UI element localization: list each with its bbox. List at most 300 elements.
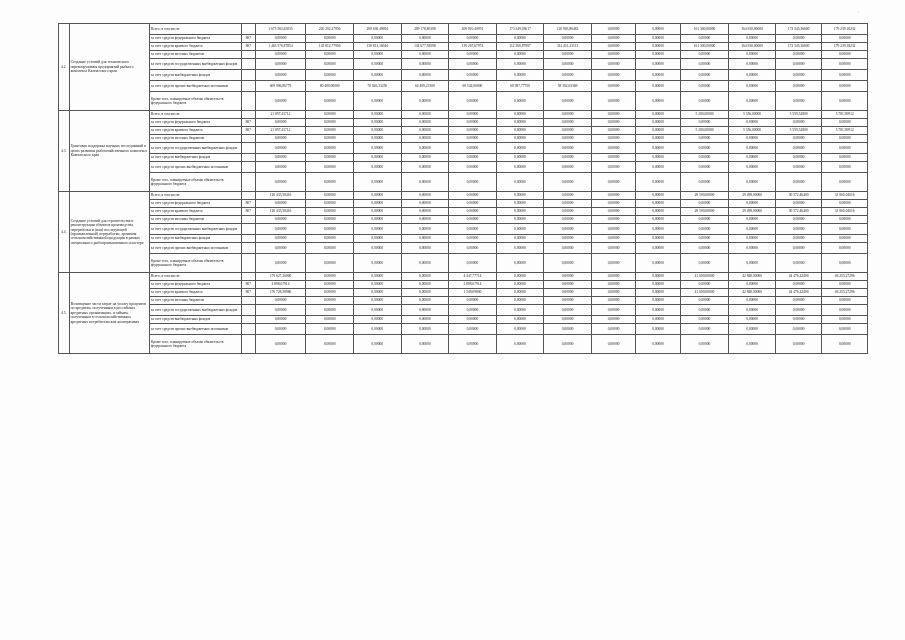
amount-cell: 0,00000 xyxy=(306,173,354,192)
amount-cell: 0,00000 xyxy=(401,173,449,192)
amount-cell: 0,00000 xyxy=(591,81,635,92)
amount-cell: 0,00000 xyxy=(449,135,497,143)
amount-cell: 0,00000 xyxy=(544,70,592,81)
amount-cell: 69 542,00000 xyxy=(449,81,497,92)
amount-cell: 0,00000 xyxy=(775,92,822,111)
amount-cell: 0,00000 xyxy=(449,111,497,119)
amount-cell: 0,00000 xyxy=(680,35,729,43)
amount-cell: 0,00000 xyxy=(636,119,680,127)
amount-cell: 0,00000 xyxy=(255,173,306,192)
amount-cell: 0,00000 xyxy=(401,235,449,243)
amount-cell: 0,00000 xyxy=(306,281,354,289)
amount-cell: 0,00000 xyxy=(401,59,449,70)
amount-cell: 0,00000 xyxy=(680,162,729,173)
amount-cell: 0,00000 xyxy=(591,208,635,216)
amount-cell: 0,00000 xyxy=(636,173,680,192)
amount-cell: 0,00000 xyxy=(449,224,497,235)
amount-cell: 0,00000 xyxy=(255,235,306,243)
amount-cell: 0,00000 xyxy=(401,154,449,162)
funding-source-label: за счет средств внебюджетных фондов xyxy=(149,235,241,243)
amount-cell: 0,00000 xyxy=(544,173,592,192)
amount-cell: 0,00000 xyxy=(636,297,680,305)
amount-cell: 1 549,09800 xyxy=(449,289,497,297)
amount-cell: 0,00000 xyxy=(353,173,401,192)
amount-cell: 4 447,77714 xyxy=(449,273,497,281)
amount-cell: 28 500,00000 xyxy=(680,208,729,216)
amount-cell: 0,00000 xyxy=(353,273,401,281)
amount-cell: 0,00000 xyxy=(636,273,680,281)
table-row xyxy=(59,200,868,208)
amount-cell: 0,00000 xyxy=(636,43,680,51)
amount-cell: 0,00000 xyxy=(449,59,497,70)
budget-code: 807 xyxy=(241,127,255,135)
amount-cell: 0,00000 xyxy=(544,335,592,354)
amount-cell: 209 178,80398 xyxy=(401,24,449,35)
funding-source-label: за счет средств прочих внебюджетных источников xyxy=(149,81,241,92)
amount-cell: 0,00000 xyxy=(306,143,354,154)
amount-cell: 29 498,00000 xyxy=(729,208,776,216)
budget-code xyxy=(241,111,255,119)
amount-cell: 0,00000 xyxy=(544,208,592,216)
amount-cell: 0,00000 xyxy=(591,173,635,192)
funding-source-label: Кроме того, планируемые объемы обязательств федерального бюджета xyxy=(149,92,241,111)
table-row xyxy=(59,135,868,143)
amount-cell: 0,00000 xyxy=(496,111,544,119)
amount-cell: 0,00000 xyxy=(496,192,544,200)
funding-source-label: за счет средств государственных внебюджетных фондов xyxy=(149,305,241,316)
amount-cell: 0,00000 xyxy=(496,70,544,81)
funding-source-label: Всего, в том числе: xyxy=(149,192,241,200)
amount-cell: 0,00000 xyxy=(775,235,822,243)
amount-cell: 0,00000 xyxy=(401,297,449,305)
budget-code xyxy=(241,305,255,316)
amount-cell: 0,00000 xyxy=(496,235,544,243)
amount-cell: 0,00000 xyxy=(680,316,729,324)
funding-source-label: за счет средств прочих внебюджетных источников xyxy=(149,162,241,173)
amount-cell: 0,00000 xyxy=(729,35,776,43)
amount-cell: 0,00000 xyxy=(255,297,306,305)
amount-cell: 0,00000 xyxy=(822,59,868,70)
amount-cell: 0,00000 xyxy=(636,216,680,224)
amount-cell: 0,00000 xyxy=(822,324,868,335)
amount-cell: 0,00000 xyxy=(306,224,354,235)
amount-cell: 0,00000 xyxy=(401,243,449,254)
amount-cell: 145 812,77956 xyxy=(306,43,354,51)
amount-cell: 0,00000 xyxy=(449,305,497,316)
amount-cell: 0,00000 xyxy=(306,289,354,297)
amount-cell: 0,00000 xyxy=(496,119,544,127)
amount-cell: 0,00000 xyxy=(775,305,822,316)
budget-code: 807 xyxy=(241,200,255,208)
table-row xyxy=(59,92,868,111)
amount-cell: 0,00000 xyxy=(680,92,729,111)
amount-cell: 0,00000 xyxy=(729,254,776,273)
amount-cell: 0,00000 xyxy=(822,162,868,173)
amount-cell: 41 600,00000 xyxy=(680,289,729,297)
amount-cell: 0,00000 xyxy=(591,281,635,289)
funding-source-label: за счет средств внебюджетных фондов xyxy=(149,316,241,324)
amount-cell: 0,00000 xyxy=(353,305,401,316)
amount-cell: 138 813,16044 xyxy=(353,43,401,51)
amount-cell: 1 673 582,45035 xyxy=(255,24,306,35)
budget-code xyxy=(241,216,255,224)
amount-cell: 0,00000 xyxy=(255,324,306,335)
amount-cell: 0,00000 xyxy=(591,51,635,59)
amount-cell: 0,00000 xyxy=(729,70,776,81)
amount-cell: 0,00000 xyxy=(401,143,449,154)
amount-cell: 5 781,90912 xyxy=(822,111,868,119)
amount-cell: 5 356,00000 xyxy=(729,111,776,119)
amount-cell: 0,00000 xyxy=(449,173,497,192)
section-name: Возмещение части затрат на уплату процентов по кредитам, полученным в российских кредитных организациях, и займам, полученным в сельскохозяйственных кредитных потребительских кооперативах xyxy=(69,273,149,354)
amount-cell: 0,00000 xyxy=(496,224,544,235)
funding-source-label: за счет средств краевого бюджета xyxy=(149,208,241,216)
table-row xyxy=(59,43,868,51)
amount-cell: 0,00000 xyxy=(680,305,729,316)
amount-cell: 0,00000 xyxy=(822,51,868,59)
budget-code xyxy=(241,273,255,281)
amount-cell: 0,00000 xyxy=(401,200,449,208)
funding-source-label: за счет средств федерального бюджета xyxy=(149,35,241,43)
corner-mark-mid: . xyxy=(860,34,862,39)
amount-cell: 0,00000 xyxy=(729,162,776,173)
funding-source-label: за счет средств местных бюджетов xyxy=(149,51,241,59)
amount-cell: 0,00000 xyxy=(306,119,354,127)
amount-cell: 0,00000 xyxy=(449,192,497,200)
budget-code xyxy=(241,192,255,200)
amount-cell: 0,00000 xyxy=(680,216,729,224)
funding-source-label: Кроме того, планируемые объемы обязательств федерального бюджета xyxy=(149,254,241,273)
amount-cell: 0,00000 xyxy=(591,127,635,135)
amount-cell: 0,00000 xyxy=(449,297,497,305)
amount-cell: 0,00000 xyxy=(775,243,822,254)
table-row xyxy=(59,173,868,192)
amount-cell: 0,00000 xyxy=(496,281,544,289)
section-name: Создание условий для строительства и реконструкции объектов производства, переработки и (или) последующей (промышленной) переработки, хранения сельскохозяйственной продукции в рамках специального рыбопромышленного кластера xyxy=(69,192,149,273)
amount-cell: 5 200,00000 xyxy=(680,111,729,119)
amount-cell: 0,00000 xyxy=(353,127,401,135)
amount-cell: 80 480,00000 xyxy=(306,81,354,92)
amount-cell: 64 499,21500 xyxy=(401,81,449,92)
amount-cell: 0,00000 xyxy=(680,59,729,70)
amount-cell: 0,00000 xyxy=(822,135,868,143)
amount-cell: 0,00000 xyxy=(729,135,776,143)
section-number: 4.2. xyxy=(59,24,70,111)
amount-cell: 0,00000 xyxy=(680,235,729,243)
amount-cell: 0,00000 xyxy=(591,224,635,235)
amount-cell: 0,00000 xyxy=(775,316,822,324)
amount-cell: 0,00000 xyxy=(775,143,822,154)
amount-cell: 112 360,87997 xyxy=(496,43,544,51)
amount-cell: 0,00000 xyxy=(353,281,401,289)
amount-cell: 0,00000 xyxy=(401,208,449,216)
amount-cell: 0,00000 xyxy=(255,119,306,127)
amount-cell: 0,00000 xyxy=(680,154,729,162)
budget-table-body xyxy=(59,24,868,354)
amount-cell: 0,00000 xyxy=(449,235,497,243)
amount-cell: 2 898,67914 xyxy=(255,281,306,289)
amount-cell: 0,00000 xyxy=(544,154,592,162)
amount-cell: 0,00000 xyxy=(544,216,592,224)
amount-cell: 0,00000 xyxy=(401,51,449,59)
amount-cell: 0,00000 xyxy=(496,208,544,216)
budget-code xyxy=(241,24,255,35)
table-row xyxy=(59,273,868,281)
amount-cell: 0,00000 xyxy=(636,208,680,216)
table-row xyxy=(59,254,868,273)
amount-cell: 0,00000 xyxy=(353,35,401,43)
amount-cell: 0,00000 xyxy=(353,297,401,305)
budget-table xyxy=(58,23,868,354)
amount-cell: 0,00000 xyxy=(496,273,544,281)
amount-cell: 0,00000 xyxy=(306,324,354,335)
amount-cell: 21 897,43712 xyxy=(255,111,306,119)
amount-cell: 0,00000 xyxy=(306,59,354,70)
amount-cell: 0,00000 xyxy=(591,235,635,243)
amount-cell: 0,00000 xyxy=(353,135,401,143)
amount-cell: 70 026,33250 xyxy=(353,81,401,92)
amount-cell: 409 906,86779 xyxy=(255,81,306,92)
amount-cell: 173 349,03617 xyxy=(496,24,544,35)
amount-cell: 0,00000 xyxy=(822,305,868,316)
amount-cell: 0,00000 xyxy=(822,81,868,92)
table-row xyxy=(59,208,868,216)
budget-code xyxy=(241,324,255,335)
amount-cell: 0,00000 xyxy=(306,316,354,324)
amount-cell: 0,00000 xyxy=(496,59,544,70)
amount-cell: 0,00000 xyxy=(544,59,592,70)
amount-cell: 0,00000 xyxy=(306,70,354,81)
budget-code xyxy=(241,135,255,143)
amount-cell: 0,00000 xyxy=(729,81,776,92)
amount-cell: 0,00000 xyxy=(636,281,680,289)
amount-cell: 0,00000 xyxy=(729,305,776,316)
amount-cell: 0,00000 xyxy=(591,289,635,297)
amount-cell: 0,00000 xyxy=(729,92,776,111)
amount-cell: 0,00000 xyxy=(496,92,544,111)
amount-cell: 0,00000 xyxy=(775,135,822,143)
amount-cell: 0,00000 xyxy=(591,154,635,162)
funding-source-label: Всего, в том числе: xyxy=(149,24,241,35)
amount-cell: 0,00000 xyxy=(636,24,680,35)
amount-cell: 0,00000 xyxy=(591,316,635,324)
amount-cell: 0,00000 xyxy=(775,200,822,208)
budget-code xyxy=(241,173,255,192)
amount-cell: 0,00000 xyxy=(636,305,680,316)
amount-cell: 41 600,00000 xyxy=(680,273,729,281)
amount-cell: 0,00000 xyxy=(636,224,680,235)
amount-cell: 0,00000 xyxy=(729,173,776,192)
amount-cell: 0,00000 xyxy=(729,51,776,59)
amount-cell: 0,00000 xyxy=(449,119,497,127)
amount-cell: 0,00000 xyxy=(636,70,680,81)
amount-cell: 0,00000 xyxy=(775,59,822,70)
amount-cell: 0,00000 xyxy=(636,127,680,135)
table-row xyxy=(59,70,868,81)
amount-cell: 0,00000 xyxy=(401,254,449,273)
amount-cell: 0,00000 xyxy=(353,243,401,254)
amount-cell: 312 411,23113 xyxy=(544,43,592,51)
amount-cell: 1 463 576,87854 xyxy=(255,43,306,51)
amount-cell: 0,00000 xyxy=(306,92,354,111)
amount-cell: 0,00000 xyxy=(306,297,354,305)
amount-cell: 0,00000 xyxy=(496,297,544,305)
amount-cell: 0,00000 xyxy=(306,208,354,216)
amount-cell: 0,00000 xyxy=(591,254,635,273)
amount-cell: 0,00000 xyxy=(544,35,592,43)
amount-cell: 0,00000 xyxy=(496,200,544,208)
amount-cell: 0,00000 xyxy=(775,70,822,81)
table-row xyxy=(59,316,868,324)
amount-cell: 0,00000 xyxy=(544,143,592,154)
amount-cell: 0,00000 xyxy=(775,162,822,173)
amount-cell: 172 345,36600 xyxy=(775,43,822,51)
amount-cell: 0,00000 xyxy=(729,281,776,289)
table-row xyxy=(59,289,868,297)
amount-cell: 0,00000 xyxy=(729,143,776,154)
amount-cell: 0,00000 xyxy=(496,243,544,254)
amount-cell: 0,00000 xyxy=(449,154,497,162)
amount-cell: 0,00000 xyxy=(591,297,635,305)
amount-cell: 0,00000 xyxy=(544,316,592,324)
amount-cell: 0,00000 xyxy=(353,154,401,162)
amount-cell: 0,00000 xyxy=(729,324,776,335)
funding-source-label: за счет средств прочих внебюджетных источников xyxy=(149,324,241,335)
amount-cell: 0,00000 xyxy=(729,297,776,305)
amount-cell: 0,00000 xyxy=(775,154,822,162)
section-number: 4.3. xyxy=(59,111,70,192)
funding-source-label: за счет средств государственных внебюджетных фондов xyxy=(149,59,241,70)
amount-cell: 0,00000 xyxy=(680,135,729,143)
table-row xyxy=(59,111,868,119)
amount-cell: 0,00000 xyxy=(255,51,306,59)
amount-cell: 0,00000 xyxy=(591,35,635,43)
amount-cell: 0,00000 xyxy=(496,324,544,335)
amount-cell: 0,00000 xyxy=(544,324,592,335)
amount-cell: 0,00000 xyxy=(822,235,868,243)
amount-cell: 0,00000 xyxy=(353,316,401,324)
amount-cell: 0,00000 xyxy=(306,305,354,316)
amount-cell: 0,00000 xyxy=(353,59,401,70)
amount-cell: 0,00000 xyxy=(306,254,354,273)
amount-cell: 0,00000 xyxy=(636,143,680,154)
amount-cell: 0,00000 xyxy=(496,51,544,59)
amount-cell: 0,00000 xyxy=(496,127,544,135)
amount-cell: 0,00000 xyxy=(449,92,497,111)
amount-cell: 0,00000 xyxy=(775,173,822,192)
table-row xyxy=(59,59,868,70)
amount-cell: 5 559,52800 xyxy=(775,111,822,119)
amount-cell: 0,00000 xyxy=(636,324,680,335)
amount-cell: 0,00000 xyxy=(306,162,354,173)
table-row xyxy=(59,324,868,335)
amount-cell: 0,00000 xyxy=(680,297,729,305)
amount-cell: 0,00000 xyxy=(306,235,354,243)
amount-cell: 179 239,18232 xyxy=(822,24,868,35)
amount-cell: 0,00000 xyxy=(775,254,822,273)
funding-source-label: за счет средств прочих внебюджетных источников xyxy=(149,243,241,254)
amount-cell: 0,00000 xyxy=(775,324,822,335)
amount-cell: 0,00000 xyxy=(680,243,729,254)
table-row xyxy=(59,281,868,289)
amount-cell: 0,00000 xyxy=(822,335,868,354)
amount-cell: 46 255,27296 xyxy=(822,289,868,297)
amount-cell: 0,00000 xyxy=(544,127,592,135)
amount-cell: 0,00000 xyxy=(401,111,449,119)
table-row xyxy=(59,192,868,200)
amount-cell: 0,00000 xyxy=(591,43,635,51)
amount-cell: 0,00000 xyxy=(729,235,776,243)
amount-cell: 0,00000 xyxy=(822,216,868,224)
amount-cell: 0,00000 xyxy=(591,111,635,119)
amount-cell: 164 810,00000 xyxy=(729,43,776,51)
amount-cell: 0,00000 xyxy=(544,273,592,281)
amount-cell: 0,00000 xyxy=(255,200,306,208)
amount-cell: 58 392,63369 xyxy=(544,81,592,92)
amount-cell: 0,00000 xyxy=(822,143,868,154)
amount-cell: 0,00000 xyxy=(401,281,449,289)
amount-cell: 0,00000 xyxy=(255,59,306,70)
amount-cell: 0,00000 xyxy=(255,70,306,81)
funding-source-label: Всего, в том числе: xyxy=(149,111,241,119)
amount-cell: 0,00000 xyxy=(775,216,822,224)
table-row xyxy=(59,216,868,224)
amount-cell: 0,00000 xyxy=(680,70,729,81)
amount-cell: 0,00000 xyxy=(449,208,497,216)
amount-cell: 0,00000 xyxy=(591,324,635,335)
amount-cell: 0,00000 xyxy=(449,35,497,43)
funding-source-label: за счет средств федерального бюджета xyxy=(149,281,241,289)
amount-cell: 0,00000 xyxy=(591,92,635,111)
amount-cell: 0,00000 xyxy=(544,297,592,305)
funding-source-label: Кроме того, планируемые объемы обязательств федерального бюджета xyxy=(149,173,241,192)
amount-cell: 0,00000 xyxy=(544,162,592,173)
amount-cell: 0,00000 xyxy=(680,173,729,192)
amount-cell: 0,00000 xyxy=(591,216,635,224)
amount-cell: 0,00000 xyxy=(680,224,729,235)
amount-cell: 0,00000 xyxy=(255,335,306,354)
funding-source-label: за счет средств краевого бюджета xyxy=(149,127,241,135)
amount-cell: 0,00000 xyxy=(353,200,401,208)
amount-cell: 0,00000 xyxy=(729,216,776,224)
amount-cell: 0,00000 xyxy=(255,135,306,143)
funding-source-label: за счет средств государственных внебюджетных фондов xyxy=(149,224,241,235)
table-row xyxy=(59,335,868,354)
amount-cell: 0,00000 xyxy=(449,335,497,354)
amount-cell: 0,00000 xyxy=(496,35,544,43)
budget-code xyxy=(241,162,255,173)
amount-cell: 0,00000 xyxy=(822,119,868,127)
amount-cell: 0,00000 xyxy=(680,254,729,273)
amount-cell: 0,00000 xyxy=(353,324,401,335)
funding-source-label: за счет средств местных бюджетов xyxy=(149,135,241,143)
amount-cell: 0,00000 xyxy=(680,143,729,154)
amount-cell: 0,00000 xyxy=(353,111,401,119)
amount-cell: 0,00000 xyxy=(591,305,635,316)
funding-source-label: за счет средств краевого бюджета xyxy=(149,43,241,51)
amount-cell: 0,00000 xyxy=(544,254,592,273)
funding-source-label: Всего, в том числе: xyxy=(149,273,241,281)
amount-cell: 0,00000 xyxy=(729,335,776,354)
amount-cell: 0,00000 xyxy=(306,51,354,59)
amount-cell: 179 627,26900 xyxy=(255,273,306,281)
table-row xyxy=(59,235,868,243)
amount-cell: 0,00000 xyxy=(353,51,401,59)
amount-cell: 0,00000 xyxy=(544,305,592,316)
amount-cell: 161 300,00000 xyxy=(680,43,729,51)
funding-source-label: за счет средств федерального бюджета xyxy=(149,119,241,127)
amount-cell: 0,00000 xyxy=(401,135,449,143)
